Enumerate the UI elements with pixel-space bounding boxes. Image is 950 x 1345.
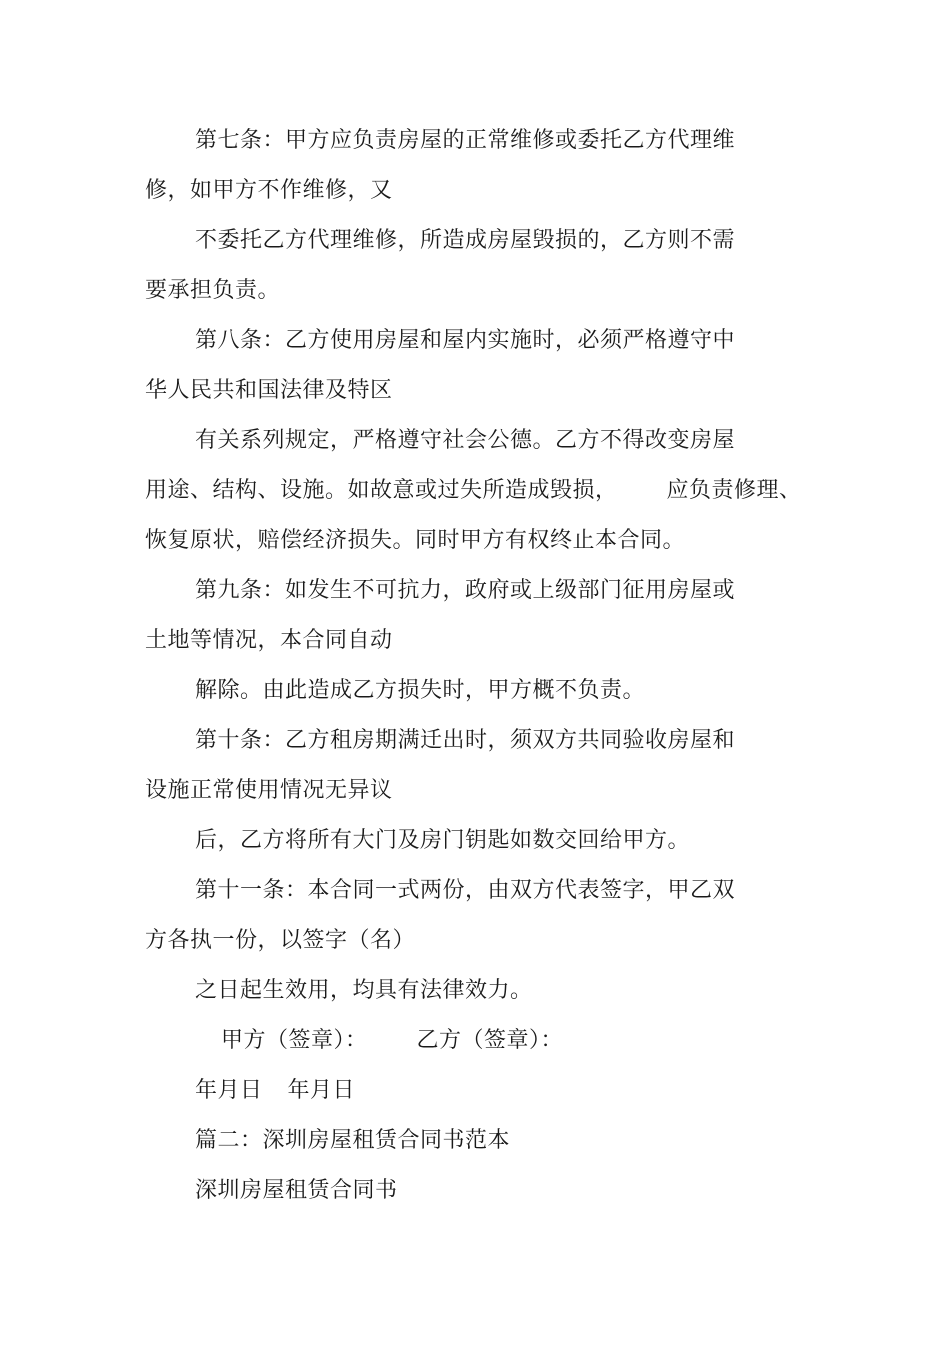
paragraph-line: 土地等情况，本合同自动 <box>145 628 393 653</box>
paragraph-line: 第八条：乙方使用房屋和屋内实施时，必须严格遵守中 <box>195 328 736 353</box>
party-a-signature-label: 甲方（签章）： <box>221 1028 368 1053</box>
paragraph-line: 恢复原状，赔偿经济损失。同时甲方有权终止本合同。 <box>145 528 686 553</box>
paragraph-segment: 用途、结构、设施。如故意或过失所造成毁损， <box>145 478 618 503</box>
section-heading: 篇二：深圳房屋租赁合同书范本 <box>195 1128 511 1153</box>
paragraph-segment: 应负责修理、 <box>666 478 802 503</box>
paragraph-line: 第十条：乙方租房期满迁出时，须双方共同验收房屋和 <box>195 728 736 753</box>
date-line <box>195 1077 355 1105</box>
paragraph-line: 设施正常使用情况无异议 <box>145 778 393 803</box>
paragraph-line: 第七条：甲方应负责房屋的正常维修或委托乙方代理维 <box>195 128 736 153</box>
paragraph-line: 解除。由此造成乙方损失时，甲方概不负责。 <box>195 678 646 703</box>
paragraph-line: 有关系列规定，严格遵守社会公德。乙方不得改变房屋 <box>195 428 736 453</box>
paragraph-line: 不委托乙方代理维修，所造成房屋毁损的，乙方则不需 <box>195 228 736 253</box>
paragraph-line: 第十一条：本合同一式两份，由双方代表签字，甲乙双 <box>195 878 736 903</box>
paragraph-line <box>145 477 802 505</box>
party-a-date-label: 年月日 <box>195 1078 263 1103</box>
paragraph-line: 华人民共和国法律及特区 <box>145 378 393 403</box>
paragraph-line: 要承担负责。 <box>145 278 281 303</box>
signature-line <box>221 1027 563 1055</box>
party-b-signature-label: 乙方（签章）： <box>416 1028 564 1053</box>
paragraph-line: 第九条：如发生不可抗力，政府或上级部门征用房屋或 <box>195 578 736 603</box>
paragraph-line: 后，乙方将所有大门及房门钥匙如数交回给甲方。 <box>195 828 691 853</box>
document-title: 深圳房屋租赁合同书 <box>195 1178 398 1203</box>
paragraph-line: 方各执一份，以签字（名） <box>145 928 416 953</box>
party-b-date-label: 年月日 <box>287 1078 356 1103</box>
paragraph-line: 之日起生效用，均具有法律效力。 <box>195 978 533 1003</box>
paragraph-line: 修，如甲方不作维修，又 <box>145 178 393 203</box>
